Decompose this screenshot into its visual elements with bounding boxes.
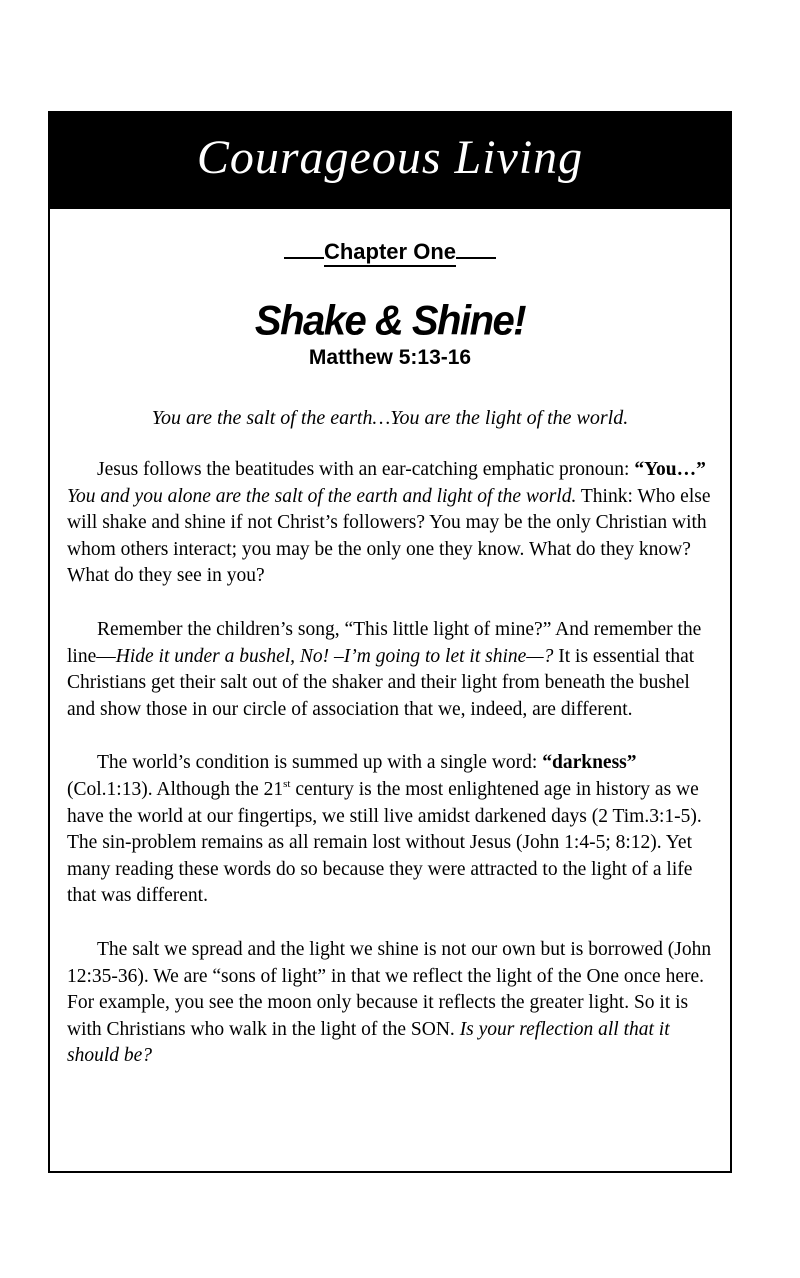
- paragraph-3-superscript: st: [283, 777, 291, 790]
- page-frame: [48, 111, 732, 1173]
- paragraph-2-text-a: Remember the children’s song, “This little light of mine?” And remember the line—: [67, 618, 702, 667]
- paragraph-2-italic: Hide it under a bushel, No! –I’m going to let it shine—?: [115, 645, 554, 667]
- paragraph-4: [67, 937, 717, 1070]
- chapter-heading: [50, 237, 730, 266]
- scripture-reference: Matthew 5:13-16: [308, 346, 472, 369]
- paragraph-4-italic-question: Is your reflection all that it should be?: [67, 1018, 670, 1067]
- paragraph-1-text-a: Jesus follows the beatitudes with an ear-catching emphatic pronoun:: [97, 459, 635, 480]
- banner-title: Courageous Living: [196, 131, 584, 184]
- paragraph-1: [67, 457, 717, 590]
- chapter-title: Shake & Shine!: [254, 297, 526, 345]
- chapter-label: Chapter One: [324, 239, 456, 267]
- paragraph-4-text-a: The salt we spread and the light we shine is not our own but is borrowed (John 12:35-36). We are “sons of light” in that we reflect the light of the One once here. For example, you see the moon only because it reflects the greater light. So it is with Christians who walk in the light of the SON.: [67, 938, 712, 1040]
- epigraph: You are the salt of the earth…You are the light of the world.: [151, 407, 629, 429]
- paragraph-1-emphasis-you: “You…”: [634, 459, 706, 480]
- paragraph-3-text-b: (Col.1:13). Although the 21: [67, 778, 284, 800]
- paragraph-2-text-b: It is essential that Christians get their salt out of the shaker and their light from beneath the bushel and show those in our circle of association that we, indeed, are different.: [67, 645, 695, 720]
- paragraph-3-text-c: century is the most enlightened age in history as we have the world at our fingertips, we still live amidst darkened days (2 Tim.3:1-5). The sin-problem remains as all remain lost without Jesus (John 1:4-5; 8:12). Yet many reading these words do so because they were attracted to the light of a life that was different.: [67, 778, 702, 907]
- body-text: [67, 457, 717, 1070]
- chapter-underline-right: [456, 237, 496, 259]
- paragraph-3-emphasis-darkness: “darkness”: [542, 752, 637, 774]
- paragraph-3: [67, 750, 717, 910]
- paragraph-2: [67, 617, 717, 723]
- paragraph-3-text-a: The world’s condition is summed up with a single word:: [97, 752, 543, 774]
- paragraph-1-italic: You and you alone are the salt of the earth and light of the world.: [67, 485, 577, 507]
- paragraph-1-text-b: Think: Who else will shake and shine if not Christ’s followers? You may be the only Christian with whom others interact; you may be the only one they know. What do they know? What do they see in you?: [67, 485, 711, 587]
- chapter-underline-left: [284, 237, 324, 259]
- banner: [50, 113, 730, 209]
